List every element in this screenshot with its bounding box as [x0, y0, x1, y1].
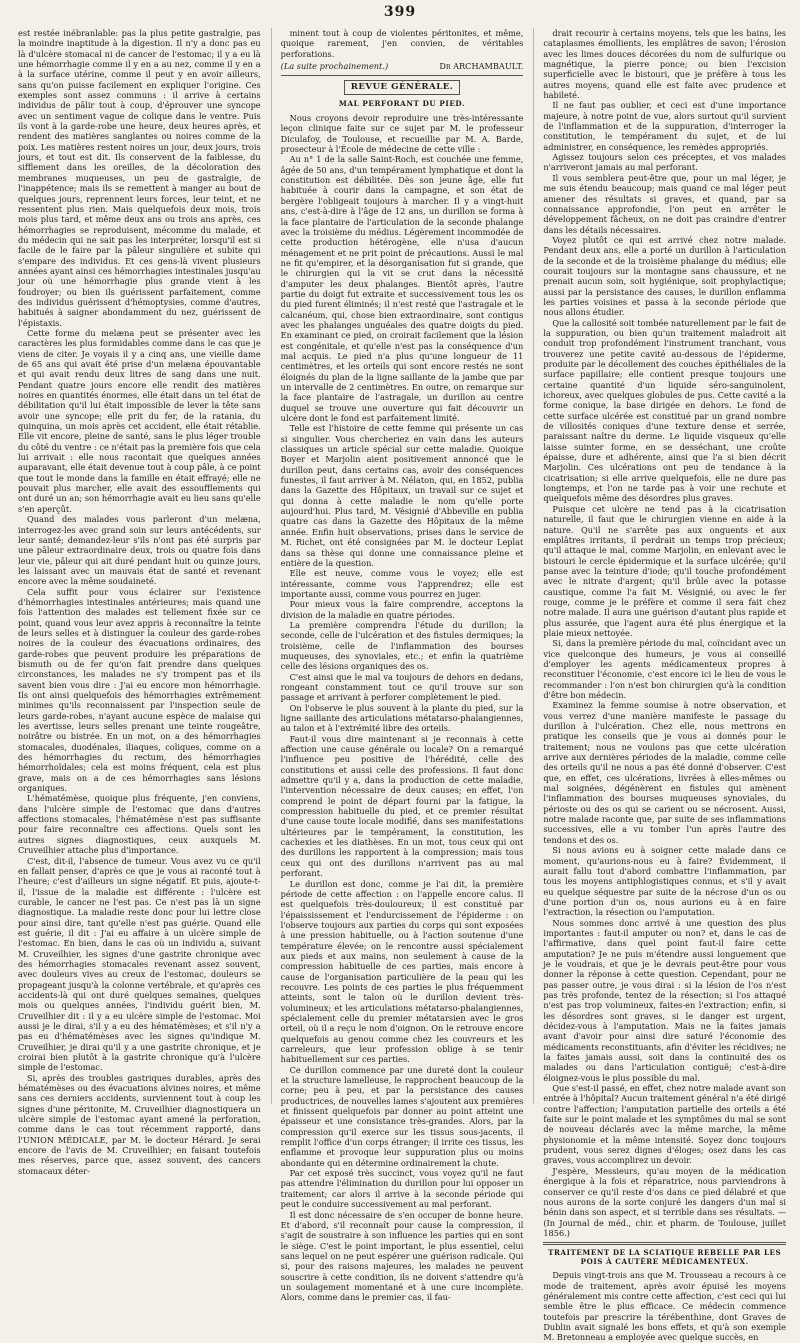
paragraph: Par cet exposé très succinct, vous voyez qu'il ne faut pas attendre l'élimination du durillon pour lui opposer un traitement; car alors il arrive à la seconde période qui peut le conduire successivement au mal perforant. [280, 1168, 524, 1210]
paragraph: minent tout à coup de violentes péritonites, et même, quoique rarement, j'en convien, de véritables perforations. [280, 28, 524, 59]
paragraph: Ce durillon commence par une dureté dont la couleur et la structure lamelleuse, le rapprochent beaucoup de la corne; peu à peu, et par la persistance des causes productrices, de nouvelles lames s'ajoutent aux premières et finissent quelquefois par donner au point atteint une épaisseur et une consistance très-grandes. Alors, par la compression qu'il exerce sur les tissus sous-jacents, il remplit l'office d'un corps étranger; il irrite ces tissus, les enflamme et provoque leur suppuration plus ou moins abondante qui en détermine ordinairement la chute. [280, 1064, 524, 1168]
column-2-top-body [281, 28, 524, 59]
paragraph: Nous croyons devoir reproduire une très-intéressante leçon clinique faite sur ce sujet par M. le professeur Diculafoy, de Toulouse, et recueillie par M. A. Barde, prosecteur à l'École de médecine de cette ville : [280, 113, 524, 155]
section-heading [281, 80, 524, 94]
paragraph: Il vous semblera peut-être que, pour un mal léger, je me suis étendu beaucoup; mais quand ce mal léger peut amener des résultats si graves, et quand, par sa connaissance approfondie, l'on peut en arrêter le développement fâcheux, on ne doit pas craindre d'entrer dans les détails nécessaires. [543, 172, 787, 235]
paragraph: Quand des malades vous parleront d'un melæna, interrogez-les avec grand soin sur leurs antécédents, sur leur santé; demandez-leur s'ils n'ont pas été surpris par une pâleur extraordinaire deux, trois ou quatre fois dans leur vie, pâleur qui ait duré pendant huit ou quinze jours, les laissant avec un mauvais état de santé et revenant encore avec la même soudaineté. [18, 514, 261, 587]
paragraph: Il est donc nécessaire de s'en occuper de bonne heure. Et d'abord, s'il reconnaît pour cause la compression, il s'agit de soustraire à son influence les parties qui en sont le siège. C'est le point important, le plus essentiel, celui sans lequel on ne peut espérer une guérison radicale. Qui si, pour des raisons majeures, les malades ne peuvent souscrire à cette condition, ils ne doivent s'attendre qu'à un soulagement momentané et à une cure incomplète. Alors, comme dans le premier cas, il fau- [280, 1209, 524, 1303]
paragraph: C'est, dit-il, l'absence de tumeur. Vous avez vu ce qu'il en fallait penser, d'après ce que je vous ai raconté tout à l'heure; c'est d'ailleurs un signe négatif. Et puis, ajoute-t-il, l'issue de la maladie est différente : l'ulcère est curable, le cancer ne l'est pas. Ce n'est pas là un signe diagnostique. La maladie reste donc pour lui lettre close pour ainsi dire, tant qu'elle n'est pas guérie. Quand elle est guérie, il dit : J'ai eu affaire à un ulcère simple de l'estomac. En bien, dans le cas où un individu a, suivant M. Cruveilhier, les signes d'une gastrite chronique avec des hémorrhagies stomacales revenant assez souvent, avec douleurs vives au creux de l'estomac, douleurs se propageant jusqu'à la colonne vertébrale, et qu'après ces accidents-là qui ont duré quelques semaines, quelques mois ou quelques années, l'individu guérit bien, M. Cruveilhier dit : il y a eu ulcère simple de l'estomac. Moi aussi je le dirai, s'il y a eu des hématémèses; et s'il n'y a pas eu d'hématémèses avec les signes qu'indique M. Cruveilhier, je dirai qu'il y a une gastrite chronique, et je croirai bien plutôt à la gastrite chronique qu'à l'ulcère simple de l'estomac. [18, 855, 261, 1073]
paragraph: Puisque cet ulcère ne tend pas à la cicatrisation naturelle, il faut que le chirurgien vienne en aide à la nature. Qu'il ne s'arrête pas aux onguents et aux emplâtres irritants, il perdrait un temps trop précieux; qu'il attaque le mal, comme Marjolin, en enlevant avec le bistouri le cercle épidermique et la surface ulcérée; qu'il panse avec la teinture d'iode; qu'il touche profondément avec le nitrate d'argent; qu'il brûle avec la potasse caustique, comme l'a fait M. Vésignié, ou avec le fer rouge, comme je le préfère et comme il sera fait chez notre malade. Il aura une guérison d'autant plus rapide et plus assurée, que l'agent aura été plus énergique et la plaie mieux nettoyée. [543, 503, 787, 638]
author-signature: Dr ARCHAMBAULT. [439, 61, 524, 72]
paragraph: Telle est l'histoire de cette femme qui présente un cas si singulier. Vous chercheriez en vain dans les auteurs classiques un article spécial sur cette maladie. Quoique Boyer et Marjolin aient positivement annoncé que le durillon peut, dans certains cas, avoir des conséquences funestes, il faut arriver à M. Nélaton, qui, en 1852, publia dans la Gazette des Hôpitaux, un travail sur ce sujet et qui donna à cette maladie le nom qu'elle porte aujourd'hui. Plus tard, M. Vésignié d'Abbeville en publia quatre cas dans la Gazette des Hôpitaux de la même année. Enfin huit observations, prises dans le service de M. Richet, ont été consignées par M. le docteur Leplat dans sa thèse qui donne une connaissance pleine et entière de la question. [280, 423, 524, 568]
paragraph: L'hématémèse, quoique plus fréquente, j'en conviens, dans l'ulcère simple de l'estomac que dans d'autres affections stomacales, l'hématémèse n'est pas suffisante pour faire reconnaître ces affections. Quels sont les autres signes diagnostiques, ceux auxquels M. Cruveilhier attache plus d'importance. [18, 793, 261, 856]
paragraph: Depuis vingt-trois ans que M. Trousseau a recours à ce mode de traitement, après avoir épuisé les moyens généralement mis contre cette affection, c'est ceci qui lui semble être le plus efficace. Ce médecin commence toutefois par prescrire la térébenthine, dont Graves de Dublin avait signalé les bons effets, et qu'à son exemple M. Bretonneau a employée avec quelque succès, en [543, 1270, 787, 1343]
page-number: 399 [383, 4, 417, 20]
paragraph: Que la callosité soit tombée naturellement par le fait de la suppuration, ou bien qu'un traitement maladroit ait conduit trop profondément l'instrument tranchant, vous trouverez une petite cavité au-dessous de l'épiderme, produite par le décollement des couches épithéliales de la surface papillaire; elle contient presque toujours une certaine quantité d'un liquide séro-sanguinolent, ichoreux, avec quelques globules de pus. Cette cavité a la forme conique, la base dirigée en dehors. Le fond de cette surface ulcérée est constitué par un grand nombre de villosités coniques d'une texture dense et serrée, paraissant naître du derme. Le liquide visqueux qu'elle laisse suinter forme, en se desséchant, une croûte épaisse, dure et adhérente, ainsi que l'a si bien décrit Marjolin. Ces ulcérations ont peu de tendance à la cicatrisation; si elle arrive quelquefois, elle ne dure pas longtemps, et l'on ne tarde pas à voir une rechute et quelquefois même des désordres plus graves. [543, 317, 787, 504]
paragraph: Cette forme du melæna peut se présenter avec les caractères les plus formidables comme dans le cas que je viens de citer. Je voyais il y a cinq ans, une vieille dame de 65 ans qui avait été prise d'un melæna épouvantable et qui avait rendu deux litres de sang dans une nuit. Pendant quatre jours encore elle rendit des matières noires en quantités énormes, elle était dans un tel état de débilitation qu'il lui était impossible de lever la tête sans avoir une syncope; elle prit du fer, de la ratania, du quinquina, un mois après cet accident, elle était rétablie. Elle vit encore, pleine de santé, sans le plus léger trouble du côté du ventre : ce n'était pas la première fois que cela lui arrivait : elle nous racontait que quelques années auparavant, elle était devenue tout à coup pâle, à ce point que tout le monde dans la famille en était effrayé; elle ne pouvait plus marcher, elle avait des essoufflements qui ont duré un an; son hémorrhagie avait eu lieu sans qu'elle s'en aperçût. [18, 327, 261, 514]
column-3 [533, 28, 787, 1343]
paragraph: Voyez plutôt ce qui est arrivé chez notre malade. Pendant deux ans, elle a porté un durillon à l'articulation de la seconde et de la troisième phalange du médius; elle courait toujours sur la montagne sans chaussure, et ne prenait aucun soin, soit hygiénique, soit prophylactique; aussi par la persistance des causes, le durillon enflamma les parties voisines et passa à la seconde période que nous allons étudier. [543, 234, 787, 318]
paragraph: Elle est neuve, comme vous le voyez; elle est intéressante, comme vous l'apprendrez; elle est importante aussi, comme vous pourrez en juger. [280, 568, 524, 599]
column-1 [18, 28, 261, 1176]
divider [543, 1242, 786, 1245]
paragraph: Le durillon est donc, comme je l'ai dit, la première période de cette affection : on l'appelle encore calus. Il est quelquefois très-douloureux; il est constitué par l'épaississement et l'endurcissement de l'épiderme : on l'observe toujours aux parties du corps qui sont exposées à une pression habituelle, ou à l'action soutenue d'une température élevée; on le rencontre aussi spécialement aux pieds et aux mains, non seulement à cause de la compression habituelle de ces parties, mais encore à cause de l'organisation particulière de la peau qui les recouvre. Les points de ces parties le plus fréquemment atteints, sont le talon où le durillon devient très-volumineux; et les articulations métatarso-phalangiennes, spécialement celle du premier métatarsien avec le gros orteil, où il a reçu le nom d'oignon. On le retrouve encore quelquefois au genou comme chez les couvreurs et les carreleurs, que leur profession oblige à se tenir habituellement sur ces parties. [280, 878, 524, 1065]
paragraph: J'espère, Messieurs, qu'au moyen de la médication énergique à la fois et réparatrice, nous parviendrons à conserver ce qu'il reste d'os dans ce pied délabré et que nous aurons de la sorte conjuré les dangers d'un mal si bénin dans son aspect, et si terrible dans ses résultats. — (In Journal de méd., chir. et pharm. de Toulouse, juillet 1856.) [543, 1165, 787, 1238]
columns [18, 28, 787, 1343]
column-1-body [18, 28, 261, 1176]
paragraph: Si, après des troubles gastriques durables, après des hématémèses ou des évacuations alvines noires, et même sans ces derniers accidents, surviennent tout à coup les signes d'une péritonite, M. Cruveilhier diagnostiquera un ulcère simple de l'estomac ayant amené la perforation, comme dans le cas tout récemment rapporté, dans l'UNION MÉDICALE, par M. le docteur Hérard. Je serai encore de l'avis de M. Cruveilhier; en faisant toutefois mes réserves, parce que, assez souvent, des cancers stomacaux déter- [18, 1072, 261, 1176]
column-3-body [543, 28, 786, 1238]
paragraph: est restée inébranlable: pas la plus petite gastralgie, pas la moindre inaptitude à la digestion. Il n'y a donc pas eu là d'ulcère stomacal ni de cancer de l'estomac; il y a eu là une hémorrhagie comme il y en a au nez, comme il y en a à la surface utérine, comme il peut y en avoir ailleurs, sans qu'on puisse facilement en expliquer l'origine. Ces exemples sont assez communs : il arrive à certains individus de pâlir tout à coup, d'éprouver une syncope avec un sentiment vague de colique dans le ventre. Puis ils vont à la garde-robe une heure, deux heures après, et rendent des matières sanglantes ou noires comme de la poix. Les matières restent noires un jour, deux jours, trois jours, et tout est dit. Ils conservent de la faiblesse, du sifflement dans les oreilles, de la décoloration des membranes muqueuses, un peu de gastralgie, de l'inappétence; mais ils se remettent à manger au bout de quelques jours, reprennent leurs forces, leur teint, et ne ressentent plus rien. Mais quelquefois deux mois, trois mois plus tard, et même deux ans ou trois ans après, ces hémorrhagies se reproduisent, mécomme du malade, et du médecin qui ne sait pas les interpréter, lorsqu'il est si facile de le faire par la pâleur singulière et subite qui s'empare des individus. Et ces gens-là vivent plusieurs années ayant ainsi ces hémorrhagies intestinales jusqu'au jour où une hémorrhagie plus grande vient à les foudroyer; ou bien ils guérissent parfaitement, comme des individus guérissent d'hémoptysies, comme d'autres, habitués à saigner abondamment du nez, guérissent de l'épistaxis. [18, 28, 261, 328]
paragraph: Pour mieux vous la faire comprendre, acceptons la division de la maladie en quatre périodes. [280, 599, 524, 620]
column-2-body [281, 113, 524, 1303]
paragraph: Faut-il vous dire maintenant si je reconnais à cette affection une cause générale ou locale? On a remarqué l'influence peu positive de l'hérédité, celle des constitutions et aussi celle des professions. Il faut donc admettre qu'il y a, dans la production de cette maladie, l'intervention nécessaire de deux causes; en effet, l'on comprend le point de départ fourni par la fatigue, la compression habituelle du pied, et ce premier résultat d'une cause toute locale modifié, dans ses manifestations ultérieures par le tempérament, la constitution, les cachexies et les diathèses. En un mot, tous ceux qui ont des durillons les rapportent à la compression; mais tous ceux qui ont des durillons n'arrivent pas au mal perforant. [280, 733, 524, 879]
section-heading-label: REVUE GÉNÉRALE. [344, 80, 461, 94]
paragraph: On l'observe le plus souvent à la plante du pied, sur la ligne saillante des articulations métatarso-phalangiennes, au talon et à l'extrémité libre des orteils. [280, 702, 524, 734]
paragraph: Agissez toujours selon ces préceptes, et vos malades n'arriveront jamais au mal perforant. [543, 152, 787, 173]
paragraph: Examinez la femme soumise à notre observation, et vous verrez d'une manière manifeste le passage du durillon à l'ulcération. Chez elle, nous mettrons en pratique les conseils que je vous ai donnés pour le traitement; nous ne voulons pas que cette ulcération arrive aux dernières périodes de la maladie, comme celle des orteils qu'il ne nous a pas été donné d'observer. C'est que, en effet, ces ulcérations, livrées à elles-mêmes ou mal soignées, dégénèrent en fistules qui amènent l'inflammation des bourses muqueuses synoviales, du périoste ou des os qui se carient ou se nécrosent. Aussi, notre malade raconte que, par suite de ses inflammations successives, elle a vu tomber l'un après l'autre des tendons et des os. [543, 700, 787, 845]
paragraph: Au n° 1 de la salle Saint-Roch, est couchée une femme, âgée de 50 ans, d'un tempérament lymphatique et dont la constitution est débilitée. Dès son jeune âge, elle fut habituée à courir dans la campagne, et son état de bergère l'obligeait toujours à marcher. Il y a vingt-huit ans, c'est-à-dire à l'âge de 12 ans, un durillon se forma à la face plantaire de l'articulation de la seconde phalange avec la troisième du médius. Légèrement incommodée de cette production hétérogène, elle n'usa d'aucun ménagement et ne prit point de précautions. Aussi le mal ne fit qu'empirer, et la désorganisation fut si grande, que le chirurgien qui la vit se crut dans la nécessité d'amputer les deux phalanges. Bientôt après, l'autre partie du doigt fut extraite et successivement tous les os du pied furent éliminés; il n'est resté que l'astragale et le calcanéum, qui, chose bien extraordinaire, sont contigus avec les phalanges unguéales des quatre doigts du pied. En examinant ce pied, on croirait facilement que la lésion est congénitale, et qu'elle n'est pas la conséquence d'un mal acquis. Le pied n'a plus qu'une longueur de 11 centimètres, et les orteils qui sont encore restés ne sont éloignés du plan de la ligne saillante de la jambe que par un intervalle de 2 centimètres. En outre, on remarque sur la face plantaire de l'astragale, un durillon au centre duquel se trouve une ouverture qui fait découvrir un ulcère dont le fond est parfaitement limité. [280, 154, 524, 424]
continued-row [281, 61, 524, 71]
paragraph: Si, dans la première période du mal, coïncidant avec un vice quelconque des humeurs, je vous ai conseillé d'employer les agents médicamenteux propres à reconstituer l'économie, c'est encore ici le lieu de vous le recommander : l'on n'est bon chirurgien qu'à la condition d'être bon médecin. [543, 638, 787, 700]
paragraph: La première comprendra l'étude du durillon; la seconde, celle de l'ulcération et des fistules dermiques; la troisième, celle de l'inflammation des bourses muqueuses, des synoviales, etc.; et enfin la quatrième celle des lésions organiques des os. [280, 619, 524, 672]
paragraph: Que s'est-il passé, en effet, chez notre malade avant son entrée à l'hôpital? Aucun traitement général n'a été dirigé contre l'affection; l'amputation partielle des orteils a été faite sur le point malade et les symptômes du mal se sont de nouveau déclarés avec la même marche, la même physionomie et la même intensité. Soyez donc toujours prudent, vous serez dignes d'éloges; osez dans les cas graves, vous accomplirez un devoir. [543, 1083, 787, 1166]
article-2-title: TRAITEMENT DE LA SCIATIQUE REBELLE PAR LES POIS À CAUTÈRE MÉDICAMENTEUX. [548, 1248, 782, 1266]
paragraph: Il ne faut pas oublier, et ceci est d'une importance majeure, à notre point de vue, alors surtout qu'il survient de l'inflammation et de la suppuration, d'interroger la constitution, le tempérament du sujet, et de lui administrer, en conséquence, les remèdes appropriés. [543, 100, 787, 152]
paragraph: C'est ainsi que le mal va toujours de dehors en dedans, rongeant constamment tout ce qu'il trouve sur son passage et arrivant à perforer complètement le pied. [280, 671, 524, 703]
column-2 [271, 28, 524, 1303]
paragraph: drait recourir à certains moyens, tels que les bains, les cataplasmes émollients, les emplâtres de savon; l'érosion avec les limes douces décorées du nom de sulfurique ou magnétique, la pierre ponce; ou bien l'excision superficielle avec le bistouri, que je préfère à tous les autres moyens, quand elle est faite avec prudence et habileté. [543, 28, 787, 101]
to-be-continued-note: (La suite prochainement.) [280, 61, 389, 72]
article-title: MAL PERFORANT DU PIED. [338, 98, 466, 108]
paragraph: Nous sommes donc arrivé à une question des plus importantes : faut-il amputer ou non? et, dans le cas de l'affirmative, dans quel point faut-il faire cette amputation? Je ne puis m'étendre aussi longuement que je le voudrais, et que je le devrais peut-être pour vous donner la réponse à cette question. Cependant, pour ne pas passer outre, je vous dirai : si la lésion de l'os n'est pas très profonde, tentez de la résection; si l'os attaqué n'est pas trop volumineux, faites-en l'extraction; enfin, si les désordres sont graves, si le danger est urgent, décidez-vous à l'amputation. Mais ne la faites jamais avant d'avoir pour ainsi dire saturé l'économie des médicaments reconstituants, afin d'éviter les récidives; ne la faites jamais aussi, soit dans la continuité des os malades ou dans l'articulation contiguë; c'est-à-dire éloignez-vous le plus possible du mal. [543, 917, 787, 1083]
column-3-body-2 [543, 1270, 786, 1342]
divider [281, 75, 524, 76]
paragraph: Si nous avions eu à soigner cette malade dans ce moment, qu'aurions-nous eu à faire? Évidemment, il aurait fallu tout d'abord combattre l'inflammation, par tous les moyens antiphlogistiques connus, et s'il y avait eu quelque séquestre par suite de la nécrose d'un os ou d'une portion d'un os, nous aurions eu à en faire l'extraction, la résection ou l'amputation. [543, 845, 787, 918]
paragraph: Cela suffit pour vous éclairer sur l'existence d'hémorrhagies intestinales antérieures; mais quand une fois l'attention des malades est tellement fixée sur ce point, quand vous leur avez appris à reconnaître la teinte de leurs selles et à distinguer la couleur des garde-robes noires de la couleur des évacuations ordinaires, des garde-robes que peuvent produire les préparations de bismuth ou de fer qu'on fait prendre dans quelques circonstances, les malades ne s'y trompent pas et ils savent bien vous dire : J'ai eu encore mon hémorrhagie. Ils ont ainsi quelquefois des hémorrhagies extrêmement minimes qu'ils reconnaissent par l'inspection seule de leurs garde-robes, n'ayant aucune espèce de malaise qui les avertisse, leurs selles prenant une teinte rougeâtre, noirâtre ou bistrée. En un mot, on a des hémorrhagies stomacales, duodénales, iliaques, coliques, comme on a des hémorrhagies du rectum, des hémorrhagies hémorrhoïdales; cela est moins fréquent, cela est plus grave, mais on a de ces hémorrhagies sans lésions organiques. [18, 586, 261, 794]
